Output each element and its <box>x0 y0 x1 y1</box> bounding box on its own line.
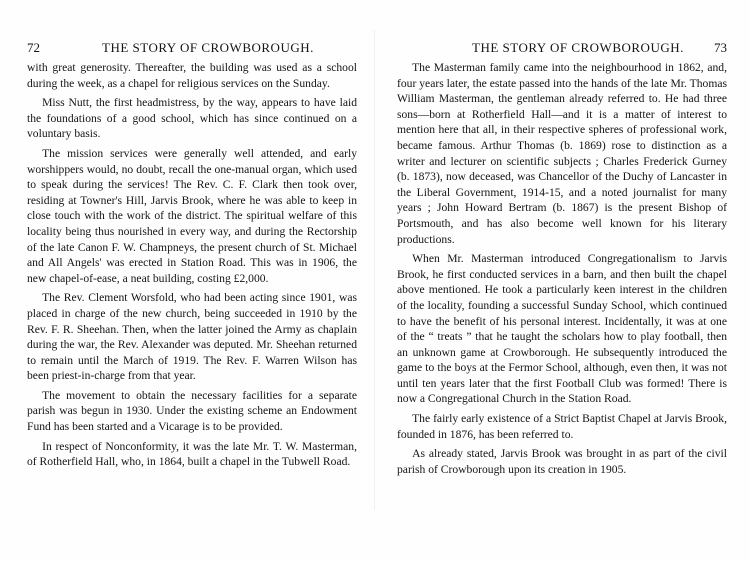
paragraph: The movement to obtain the necessary facilities for a separate parish was begun in 1930. Under the existing scheme an Endowment Fund has been started and a Vicarage is to be provided. <box>27 388 357 434</box>
right-page-body <box>397 60 727 477</box>
paragraph: The mission services were generally well attended, and early worshippers would, no doubt, recall the one-manual organ, which used to speak during the services! The Rev. C. F. Clark then took over, residing at Towner's Hill, Jarvis Brook, where he was able to keep in close touch with the work of the district. The spiritual welfare of this locality being thus nourished in every way, and during the Rectorship of the late Canon F. W. Champneys, the present church of St. Michael and All Angels' was erected in Station Road. This was in 1906, the new chapel-of-ease, a neat building, costing £2,000. <box>27 146 357 285</box>
left-page-header <box>27 38 357 60</box>
running-title: THE STORY OF CROWBOROUGH. <box>102 40 314 55</box>
right-page-header <box>397 38 727 60</box>
right-page <box>397 38 727 481</box>
paragraph: Miss Nutt, the first headmistress, by the way, appears to have laid the foundations of a good school, which has since continued on a voluntary basis. <box>27 96 357 141</box>
paragraph: In respect of Nonconformity, it was the late Mr. T. W. Masterman, of Rotherfield Hall, who, in 1864, built a chapel in the Tubwell Road. <box>27 439 357 469</box>
paragraph: The fairly early existence of a Strict Baptist Chapel at Jarvis Brook, founded in 1876, has been referred to. <box>397 412 727 441</box>
gutter <box>374 30 375 510</box>
paragraph: As already stated, Jarvis Brook was brought in as part of the civil parish of Crowborough upon its creation in 1905. <box>397 447 727 476</box>
left-page <box>27 38 357 474</box>
paragraph: with great generosity. Thereafter, the building was used as a school during the week, as a chapel for religious services on the Sunday. <box>27 61 357 90</box>
page-number: 73 <box>714 40 727 55</box>
paragraph: When Mr. Masterman introduced Congregationalism to Jarvis Brook, he first conducted services in a barn, and then built the chapel above mentioned. He took a particularly keen interest in the children of the locality, founding a successful Sunday School, which continued to have the benefit of his personal interest. Incidentally, it was at one of the “ treats ” that he taught the scholars how to play football, then an unknown game at Crowborough. He subsequently introduced the game to the boys at the Fermor School, although, even then, it was not until ten years later that the first Football Club was formed! There is now a Congregational Church in the Station Road. <box>397 252 727 406</box>
paragraph: The Rev. Clement Worsfold, who had been acting since 1901, was placed in charge of the new church, being succeeded in 1910 by the Rev. F. R. Sheehan. Then, when the latter joined the Army as chaplain during the war, the Rev. Alexander was deputed. Mr. Sheehan returned to remain until the March of 1919. The Rev. F. Warren Wilson has been priest-in-charge from that year. <box>27 291 357 383</box>
running-title: THE STORY OF CROWBOROUGH. <box>472 40 684 55</box>
left-page-body <box>27 60 357 470</box>
paragraph: The Masterman family came into the neighbourhood in 1862, and, four years later, the estate passed into the hands of the late Mr. Thomas William Masterman, the gentleman already referred to. He had three sons—born at Rotherfield Hall—and it is a matter of interest to mention here that all, in their respective spheres of professional work, became famous. Arthur Thomas (b. 1869) rose to distinction as a writer and lecturer on scientific subjects ; Charles Frederick Gurney (b. 1873), now deceased, was Chancellor of the Duchy of Lancaster in the Liberal Government, 1914-15, and a noted journalist for many years ; John Howard Bertram (b. 1867) is the present Bishop of Portsmouth, and has also become well known for his literary productions. <box>397 61 727 246</box>
page-number: 72 <box>27 40 40 55</box>
